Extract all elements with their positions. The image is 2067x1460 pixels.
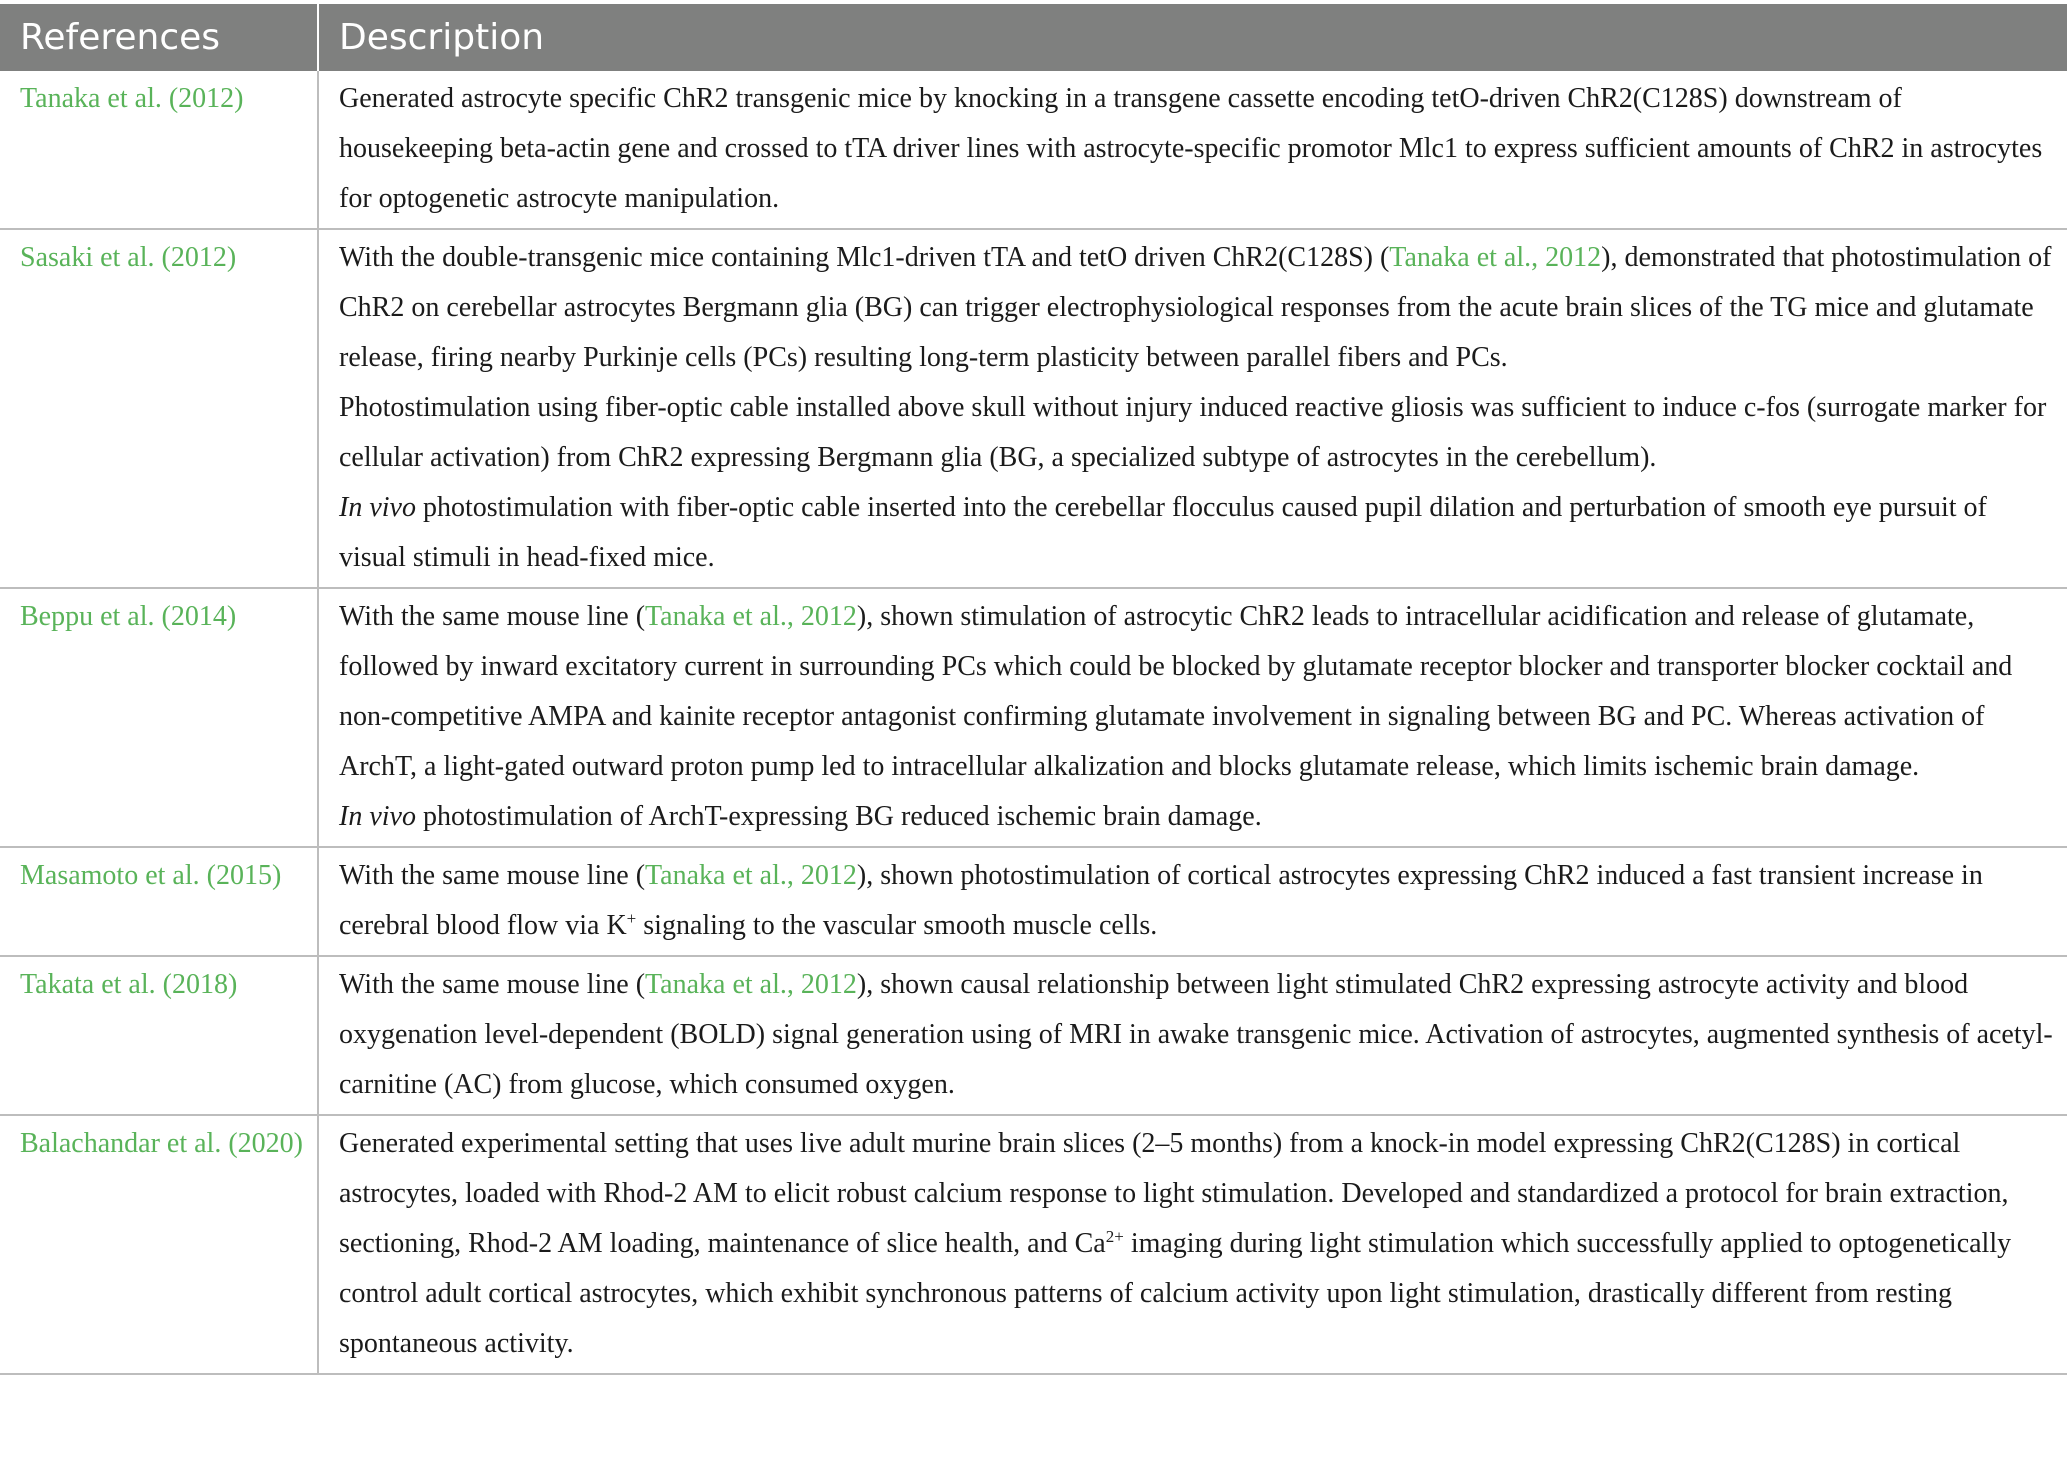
italic-term: In vivo: [339, 492, 416, 523]
reference-link[interactable]: Takata et al. (2018): [0, 956, 318, 1115]
superscript: +: [626, 909, 637, 928]
description-cell: [318, 229, 2067, 588]
description-cell: [318, 956, 2067, 1115]
citation-link[interactable]: Tanaka et al., 2012: [645, 969, 857, 1000]
description-paragraph: [339, 233, 2059, 383]
paragraph-text: With the same mouse line (: [339, 860, 646, 891]
reference-link[interactable]: Sasaki et al. (2012): [0, 229, 318, 588]
description-paragraph: [339, 1119, 2059, 1369]
paragraph-text: ), shown stimulation of astrocytic ChR2 leads to intracellular acidification and release of glutamate, followed by inward excitatory current in surrounding PCs which could be blocked by glutamate receptor blocker and transporter blocker cocktail and non-competitive AMPA and kainite receptor antagonist confirming glutamate involvement in signaling between BG and PC. Whereas activation of ArchT, a light-gated outward proton pump led to intracellular alkalization and blocks glutamate release, which limits ischemic brain damage.: [339, 601, 2013, 782]
citation-link[interactable]: Tanaka et al., 2012: [645, 601, 857, 632]
citation-link[interactable]: Tanaka et al., 2012: [1389, 242, 1602, 273]
table-header: [0, 4, 2067, 71]
table-row: [0, 1115, 2067, 1374]
superscript: 2+: [1105, 1227, 1124, 1246]
table-row: [0, 229, 2067, 588]
italic-term: In vivo: [339, 801, 416, 832]
header-description: Description: [318, 4, 2067, 71]
header-references: References: [0, 4, 318, 71]
table-row: [0, 956, 2067, 1115]
paragraph-text: ), shown causal relationship between light stimulated ChR2 expressing astrocyte activity and blood oxygenation level-dependent (BOLD) signal generation using of MRI in awake transgenic mice. Activation of astrocytes, augmented synthesis of acetyl-carnitine (AC) from glucose, which consumed oxygen.: [339, 969, 2053, 1100]
description-paragraph: [339, 483, 2059, 583]
paragraph-text: imaging during light stimulation which successfully applied to optogenetically control adult cortical astrocytes, which exhibit synchronous patterns of calcium activity upon light stimulation, drastically different from resting spontaneous activity.: [339, 1228, 2012, 1359]
description-paragraph: Photostimulation using fiber-optic cable installed above skull without injury induced reactive gliosis was sufficient to induce c-fos (surrogate marker for cellular activation) from ChR2 expressing Bergmann glia (BG, a specialized subtype of astrocytes in the cerebellum).: [339, 392, 2047, 473]
reference-link[interactable]: Tanaka et al. (2012): [0, 71, 318, 229]
description-paragraph: [339, 592, 2059, 792]
paragraph-text: With the same mouse line (: [339, 601, 646, 632]
description-paragraph: [339, 792, 2059, 842]
table-row: [0, 588, 2067, 847]
description-paragraph: [339, 851, 2059, 951]
table-row: [0, 71, 2067, 229]
table-body: [0, 71, 2067, 1374]
paragraph-text: With the double-transgenic mice containing Mlc1-driven tTA and tetO driven ChR2(C128S) (: [339, 242, 1390, 273]
paragraph-text: signaling to the vascular smooth muscle cells.: [636, 910, 1158, 941]
reference-link[interactable]: Beppu et al. (2014): [0, 588, 318, 847]
references-table: [0, 4, 2067, 1375]
reference-link[interactable]: Masamoto et al. (2015): [0, 847, 318, 956]
paragraph-text: Generated experimental setting that uses live adult murine brain slices (2–5 months) from a knock-in model expressing ChR2(C128S) in cortical astrocytes, loaded with Rhod-2 AM to elicit robust calcium response to light stimulation. Developed and standardized a protocol for brain extraction, sectioning, Rhod-2 AM loading, maintenance of slice health, and Ca: [339, 1128, 2009, 1259]
description-paragraph: Generated astrocyte specific ChR2 transgenic mice by knocking in a transgene cassette encoding tetO-driven ChR2(C128S) downstream of housekeeping beta-actin gene and crossed to tTA driver lines with astrocyte-specific promotor Mlc1 to express sufficient amounts of ChR2 in astrocytes for optogenetic astrocyte manipulation.: [339, 83, 2043, 214]
description-cell: [318, 1115, 2067, 1374]
description-cell: [318, 847, 2067, 956]
citation-link[interactable]: Tanaka et al., 2012: [645, 860, 857, 891]
description-cell: [318, 588, 2067, 847]
table-row: [0, 847, 2067, 956]
references-table-container: [0, 4, 2067, 1375]
paragraph-text: ), demonstrated that photostimulation of ChR2 on cerebellar astrocytes Bergmann glia (BG) can trigger electrophysiological responses from the acute brain slices of the TG mice and glutamate release, firing nearby Purkinje cells (PCs) resulting long-term plasticity between parallel fibers and PCs.: [339, 242, 2052, 373]
paragraph-text: ), shown photostimulation of cortical astrocytes expressing ChR2 induced a fast transient increase in cerebral blood flow via K: [339, 860, 1983, 941]
description-cell: [318, 71, 2067, 229]
reference-link[interactable]: Balachandar et al. (2020): [0, 1115, 318, 1374]
header-row: [0, 4, 2067, 71]
description-paragraph: [339, 960, 2059, 1110]
paragraph-text: With the same mouse line (: [339, 969, 646, 1000]
paragraph-text: photostimulation of ArchT-expressing BG reduced ischemic brain damage.: [415, 801, 1262, 832]
paragraph-text: photostimulation with fiber-optic cable inserted into the cerebellar flocculus caused pupil dilation and perturbation of smooth eye pursuit of visual stimuli in head-fixed mice.: [339, 492, 1987, 573]
